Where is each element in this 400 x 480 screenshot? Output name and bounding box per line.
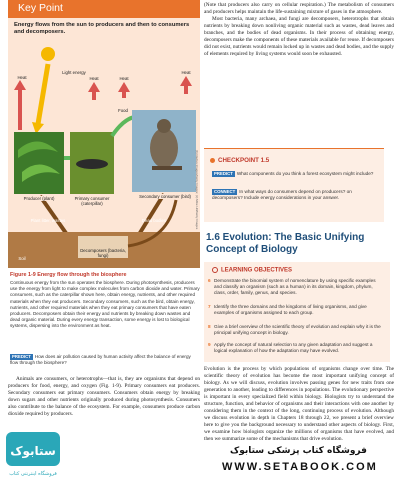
label-food: Food <box>118 108 128 113</box>
paragraph: Animals are consumers, or heterotrophs—that is, they are organisms that depend on producers for food, energy, and oxygen (Fig. 1-9). Primary consumers eat producers. Secondary consumers eat primary consumers. Consumers obtain energy by breaking down sugars and other nutrients originally produced during photosynthesis. Consumers also contribute to the balance of the ecosystem. For example, consumers produce carbon dioxide required by producers. <box>8 376 200 417</box>
checkpoint-connect: CONNECT In what ways do consumers depend on producers? on decomposers? Include energy considerations in your answer. <box>212 189 352 200</box>
left-body-text <box>8 376 200 418</box>
objective-item: 7 Identify the three domains and the kingdoms of living organisms, and give examples of organisms assigned to each group. <box>208 304 367 315</box>
label-soil: Soil <box>18 256 26 261</box>
objective-item: 6 Demonstrate the binomial system of nomenclature by using specific examples and classify an organism (such as a human) in its domain, kingdom, phylum, class, order, family, genus, and species. <box>208 278 376 295</box>
label-heat-4: Heat <box>181 70 191 75</box>
checkpoint-predict: PREDICT What components do you think a forest ecosystem might include? <box>214 171 374 176</box>
label-secondary-consumer: Secondary consumer (bird) <box>139 194 191 199</box>
target-icon <box>212 267 218 273</box>
objective-item: 9 Apply the concept of natural selection to any given adaptation and suggest a logical explanation of how the adaptation may have evolved. <box>208 342 373 353</box>
figure-predict <box>10 354 200 366</box>
energy-flow-diagram <box>8 40 200 268</box>
setabook-url[interactable]: WWW.SETABOOK.COM <box>222 461 378 473</box>
setabook-logo <box>2 424 64 480</box>
connect-tag: CONNECT <box>214 189 236 194</box>
photo-credit: (b) Radius Images/Getty Images; (c) Mike Hill/Getty Images <box>195 150 199 230</box>
svg-text:فروشگاه اینترنتی کتاب: فروشگاه اینترنتی کتاب <box>9 471 57 477</box>
right-top-text <box>204 2 394 58</box>
producer-photo <box>14 132 64 194</box>
figure-title: Energy flows from the sun to producers and then to consumers and decomposers. <box>14 22 190 35</box>
checkpoint-title: CHECKPOINT 1.5 <box>210 157 269 164</box>
key-point-header <box>8 0 200 18</box>
left-column <box>8 0 200 480</box>
label-heat-3: Heat <box>119 76 129 81</box>
sun-icon <box>41 47 55 61</box>
litter-arrow <box>40 196 68 236</box>
checkpoint-box <box>204 148 384 222</box>
paragraph: Evolution is the process by which populations of organisms change over time. The scientific theory of evolution has become the most important unifying concept of biology. As we will discuss, evolution involves passing genes for new traits from one generation to another, leading to differences in populations. The evolutionary perspective is important in every specialized field within biology. Biologists try to understand the structure, function, and behavior of organisms and their interactions with one another by considering them in the context of the long, continuing process of evolution. Although we discuss evolution in depth in Chapters 18 through 22, we present a brief overview here to give you the background necessary to understand other aspects of biology. First, we examine how biologists organize the millions of organisms that have evolved, and then we summarize some of the mechanisms that drive evolution. <box>204 366 394 442</box>
paragraph: (Note that producers also carry on cellular respiration.) The metabolism of consumers and producers helps maintain the life-sustaining mixture of gases in the atmosphere. <box>204 2 394 15</box>
right-body-text <box>204 366 394 443</box>
setabook-persian-text: فروشگاه کتاب پزشکی ستابوک <box>230 446 367 456</box>
objectives-title: LEARNING OBJECTIVES <box>212 267 292 274</box>
label-dead-bodies: Dead bodies <box>141 218 167 223</box>
predict-text: How does air pollution caused by human activity affect the balance of energy flow through the biosphere? <box>10 354 191 366</box>
paragraph: Most bacteria, many archaea, and fungi are decomposers, heterotrophs that obtain nutrients by breaking down nonliving organic material such as wastes, dead leaves and branches, and the bodies of dead organisms. In their process of obtaining energy, decomposers make the components of these materials available for reuse. If decomposers did not exist, nutrients would remain locked up in wastes and dead bodies, and the supply of elements required by living systems would soon be exhausted. <box>204 16 394 57</box>
objective-item: 8 Give a brief overview of the scientific theory of evolution and explain why it is the principal unifying concept in biology. <box>208 324 381 335</box>
section-title: 1.6 Evolution: The Basic Unifying Concept of Biology <box>206 232 365 255</box>
figure-caption-title: Figure 1-9 Energy flow through the biosphere <box>10 272 127 278</box>
key-point-title: Key Point <box>18 2 63 14</box>
label-producer: Producer (plant) <box>14 196 64 201</box>
label-plant-litter: Plant litter, wastes <box>30 218 66 223</box>
checkpoint-icon <box>210 158 215 163</box>
label-light-energy: Light energy <box>62 70 86 75</box>
predict-tag: PREDICT <box>12 354 31 359</box>
label-heat-2: Heat <box>89 76 99 81</box>
svg-text:ستابوک: ستابوک <box>10 444 56 458</box>
predict-tag: PREDICT <box>214 171 233 176</box>
light-arrow <box>38 64 48 124</box>
right-column <box>204 0 394 480</box>
figure-caption-body: Continuous energy from the sun operates the biosphere. During photosynthesis, producers use the energy from light to make complex molecules from carbon dioxide and water. Primary consumers, such as the caterpillar shown here, obtain energy, nutrients, and other required materials when they eat producers. Secondary consumers, such as the bird, obtain energy, nutrients, and other required materials when they eat primary consumers that have eaten producers. Decomposers obtain their energy and nutrients by breaking down wastes and dead organic material. During every energy transaction, some energy is lost to biological systems, dispersing into the environment as heat. <box>10 280 200 329</box>
learning-objectives-box <box>204 262 390 362</box>
label-primary-consumer: Primary consumer (caterpillar) <box>68 196 116 206</box>
label-decomposers: Decomposers (bacteria, fungi) <box>80 248 126 258</box>
label-heat-1: Heat <box>17 75 27 80</box>
